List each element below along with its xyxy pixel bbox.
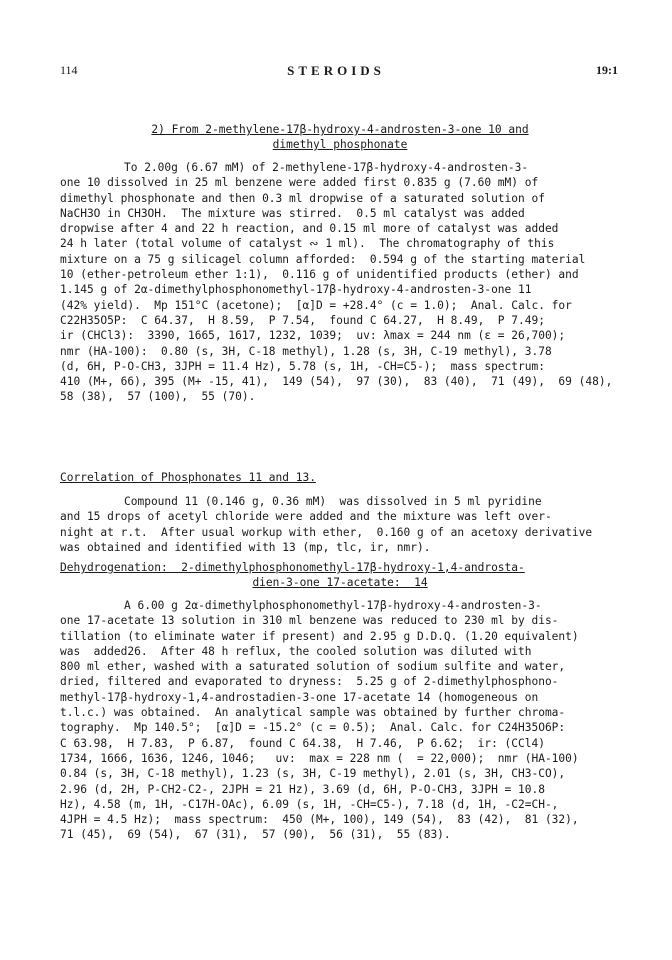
body-line: tography. Mp 140.5°; [α]D = -15.2° (c = 0.5); Anal. Calc. for C24H35O6P: — [60, 721, 566, 735]
body-line: NaCH3O in CH3OH. The mixture was stirred. 0.5 ml catalyst was added — [60, 206, 525, 220]
heading-line: 2) From 2-methylene-17β-hydroxy-4-androsten-3-one 10 and — [151, 123, 529, 136]
body-line: dimethyl phosphonate and then 0.3 ml dropwise of a saturated solution of — [60, 191, 545, 205]
body-line: 71 (45), 69 (54), 67 (31), 57 (90), 56 (31), 55 (83). — [60, 828, 451, 842]
body-line: (42% yield). Mp 151°C (acetone); [α]D = +28.4° (c = 1.0); Anal. Calc. for — [60, 298, 572, 312]
body-line: t.l.c.) was obtained. An analytical sample was obtained by further chroma- — [60, 706, 566, 720]
page-number: 114 — [60, 63, 78, 77]
body-line: one 10 dissolved in 25 ml benzene were added first 0.835 g (7.60 mM) of — [60, 176, 539, 190]
body-line: 58 (38), 57 (100), 55 (70). — [60, 390, 256, 404]
body-line: To 2.00g (6.67 mM) of 2-methylene-17β-hydroxy-4-androsten-3- — [124, 161, 529, 174]
body-line: and 15 drops of acetyl chloride were added and the mixture was left over- — [60, 510, 552, 524]
body-line: was obtained and identified with 13 (mp, tlc, ir, nmr). — [60, 540, 431, 554]
section-1-heading — [60, 122, 620, 153]
body-line: tillation (to eliminate water if present) and 2.95 g D.D.Q. (1.20 equivalent) — [60, 629, 579, 643]
section-2-body — [60, 494, 620, 555]
body-line: 1734, 1666, 1636, 1246, 1046; uv: max = 228 nm ( = 22,000); nmr (HA-100) — [60, 751, 579, 765]
body-line: mixture on a 75 g silicagel column afforded: 0.594 g of the starting material — [60, 252, 586, 266]
heading-line: dien-3-one 17-acetate: 14 — [252, 576, 428, 590]
heading-line: Dehydrogenation: 2-dimethylphosphonomethyl-17β-hydroxy-1,4-androsta- — [60, 561, 525, 574]
body-line: Compound 11 (0.146 g, 0.36 mM) was dissolved in 5 ml pyridine — [124, 495, 542, 508]
body-line: night at r.t. After usual workup with ether, 0.160 g of an acetoxy derivative — [60, 525, 593, 539]
section-3-heading — [60, 560, 620, 591]
body-line: dropwise after 4 and 22 h reaction, and 0.15 ml more of catalyst was added — [60, 222, 559, 236]
body-line: (d, 6H, P-O-CH3, 3JPH = 11.4 Hz), 5.78 (s, 1H, -CH=C5-); mass spectrum: — [60, 359, 545, 373]
body-line: nmr (HA-100): 0.80 (s, 3H, C-18 methyl), 1.28 (s, 3H, C-19 methyl), 3.78 — [60, 344, 552, 358]
body-line: 800 ml ether, washed with a saturated solution of sodium sulfite and water, — [60, 660, 566, 674]
heading-line: dimethyl phosphonate — [272, 138, 408, 152]
section-2-heading — [60, 470, 620, 485]
section-1-body — [60, 160, 620, 405]
body-line: 10 (ether-petroleum ether 1:1), 0.116 g of unidentified products (ether) and — [60, 268, 579, 282]
body-line: 1.145 g of 2α-dimethylphosphonomethyl-17β-hydroxy-4-androsten-3-one 11 — [60, 283, 532, 297]
body-line: Hz), 4.58 (m, 1H, -C17H-OAc), 6.09 (s, 1H, -CH=C5-), 7.18 (d, 1H, -C2=CH-, — [60, 797, 559, 811]
body-line: 2.96 (d, 2H, P-CH2-C2-, 2JPH = 21 Hz), 3.69 (d, 6H, P-O-CH3, 3JPH = 10.8 — [60, 782, 545, 796]
body-line: 24 h later (total volume of catalyst ∾ 1 ml). The chromatography of this — [60, 237, 555, 251]
body-line: 410 (M+, 66), 395 (M+ -15, 41), 149 (54), 97 (30), 83 (40), 71 (49), 69 (48), — [60, 375, 613, 389]
body-line: C22H35O5P: C 64.37, H 8.59, P 7.54, found C 64.27, H 8.49, P 7.49; — [60, 313, 545, 327]
body-line: 4JPH = 4.5 Hz); mass spectrum: 450 (M+, 100), 149 (54), 83 (42), 81 (32), — [60, 813, 579, 827]
section-3-body — [60, 598, 620, 843]
heading-line: Correlation of Phosphonates 11 and 13. — [60, 471, 316, 484]
body-line: C 63.98, H 7.83, P 6.87, found C 64.38, H 7.46, P 6.62; ir: (CCl4) — [60, 736, 545, 750]
body-line: methyl-17β-hydroxy-1,4-androstadien-3-one 17-acetate 14 (homogeneous on — [60, 690, 539, 704]
body-line: one 17-acetate 13 solution in 310 ml benzene was reduced to 230 ml by dis- — [60, 614, 559, 628]
journal-title: STEROIDS — [287, 63, 385, 78]
issue-number: 19:1 — [596, 63, 618, 77]
body-line: was added26. After 48 h reflux, the cooled solution was diluted with — [60, 644, 532, 658]
body-line: dried, filtered and evaporated to dryness: 5.25 g of 2-dimethylphosphono- — [60, 675, 559, 689]
body-line: 0.84 (s, 3H, C-18 methyl), 1.23 (s, 3H, C-19 methyl), 2.01 (s, 3H, CH3-CO), — [60, 767, 566, 781]
body-line: ir (CHCl3): 3390, 1665, 1617, 1232, 1039; uv: λmax = 244 nm (ε = 26,700); — [60, 329, 566, 343]
body-line: A 6.00 g 2α-dimethylphosphonomethyl-17β-hydroxy-4-androsten-3- — [124, 599, 542, 612]
